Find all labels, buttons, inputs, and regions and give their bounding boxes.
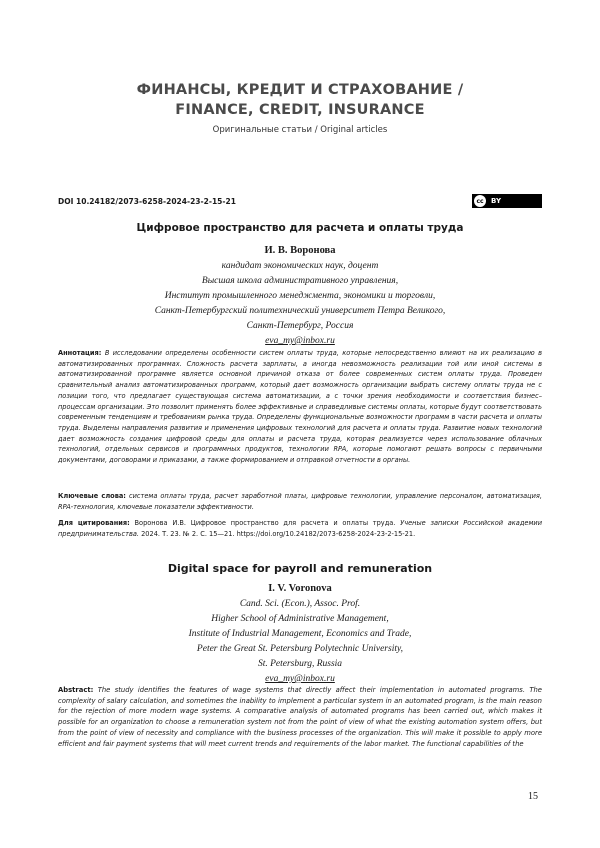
affiliation-line: Institute of Industrial Management, Economics and Trade, [188, 629, 412, 639]
affiliation-line: St. Petersburg, Russia [257, 659, 343, 669]
affiliation-line: Санкт-Петербургский политехнический университет Петра Великого, [154, 306, 446, 316]
abstract-label: Abstract: [58, 686, 94, 694]
abstract-label: Аннотация: [58, 349, 102, 357]
keywords-label: Ключевые слова: [58, 492, 126, 500]
affiliation-en [0, 597, 600, 687]
affiliation-ru [0, 259, 600, 349]
email-link[interactable]: eva_my@inbox.ru [265, 674, 335, 684]
citation-label: Для цитирования: [58, 519, 130, 527]
keywords-ru [58, 491, 542, 512]
article-type: Оригинальные статьи / Original articles [212, 125, 388, 135]
affiliation-line: Higher School of Administrative Management, [211, 614, 389, 624]
email-link[interactable]: eva_my@inbox.ru [265, 336, 335, 346]
article-title-ru: Цифровое пространство для расчета и оплаты труда [136, 222, 464, 234]
citation-journal: Ученые записки Российской академии предпринимательства. [58, 519, 542, 538]
abstract-ru [58, 348, 542, 466]
citation-ru [58, 518, 542, 539]
affiliation-line: Cand. Sci. (Econ.), Assoc. Prof. [239, 599, 361, 609]
author-en: I. V. Voronova [268, 583, 332, 594]
cc-by-label: BY [491, 197, 502, 205]
page-number: 15 [528, 791, 538, 802]
affiliation-line: Институт промышленного менеджмента, экономики и торговли, [164, 291, 436, 301]
affiliation-line: Peter the Great St. Petersburg Polytechnic University, [196, 644, 404, 654]
affiliation-line: кандидат экономических наук, доцент [221, 261, 379, 271]
citation-author: Воронова И.В. [134, 519, 186, 527]
keywords-text: система оплаты труда, расчет заработной платы, цифровые технологии, управление персоналом, автоматизация, RPA-технология, ключевые показатели эффективности. [58, 492, 542, 511]
citation-title: Цифровое пространство для расчета и оплаты труда. [190, 519, 396, 527]
doi: DOI 10.24182/2073-6258-2024-23-2-15-21 [58, 197, 236, 206]
affiliation-line: Санкт-Петербург, Россия [246, 321, 354, 331]
article-title-en: Digital space for payroll and remuneration [167, 562, 433, 575]
section-heading-en: FINANCE, CREDIT, INSURANCE [175, 102, 425, 118]
cc-icon: cc [474, 195, 486, 207]
abstract-en [58, 685, 542, 749]
abstract-text: В исследовании определены особенности систем оплаты труда, которые непосредственно влияют на их реализацию в автоматизированных программах. Сложность расчета зарплаты, а иногда невозможность реализации той или иной системы в автоматизированной программе является основной причиной отказа от более современных систем оплаты труда. Проведен сравнительный анализ автоматизированных программ, который дает возможность организации выбрать систему оплаты труда не с позиции того, что предлагает существующая система автоматизации, а с точки зрения необходимости и соответствия бизнес–процессам организации. Это позволит применять более эффективные и справедливые системы оплаты, которые будут соответствовать современным тенденциям и требованиям рынка труда. Определены функциональные возможности программ в части расчета и оплаты труда. Выделены направления развития и применения цифровых технологий для расчета и оплаты труда. Развитие новых технологий дает возможность создания цифровой среды для оплаты и расчета труда, которая реализуется через использование облачных технологий, отдельных сервисов и программных продуктов, технологии RPA, которые помогают решать вопросы с первичными документами, договорами и приказами, а также формированием и отправкой отчетности в органы. [58, 349, 542, 465]
abstract-text: The study identifies the features of wage systems that directly affect their implementation in automated programs. The complexity of salary calculation, and sometimes the inability to implement a particular system in an automated program, is the main reason for the rejection of more modern wage systems. A comparative analysis of automated programs has been carried out, which makes it possible for an organization to choose a remuneration system not from the point of view of what the existing automation system offers, but from the point of view of necessity and compliance with the business processes of the organization. This will make it possible to apply more efficient and fair payment systems that will meet current trends and requirements of the labor market. The functional capabilities of the [58, 686, 542, 748]
citation-rest[interactable]: 2024. Т. 23. № 2. С. 15—21. https://doi.org/10.24182/2073-6258-2024-23-2-15-21. [141, 529, 416, 538]
affiliation-line: Высшая школа административного управления, [201, 276, 399, 286]
cc-license-badge[interactable] [472, 194, 542, 208]
author-ru: И. В. Воронова [264, 245, 336, 256]
section-heading-ru: ФИНАНСЫ, КРЕДИТ И СТРАХОВАНИЕ / [136, 82, 464, 98]
